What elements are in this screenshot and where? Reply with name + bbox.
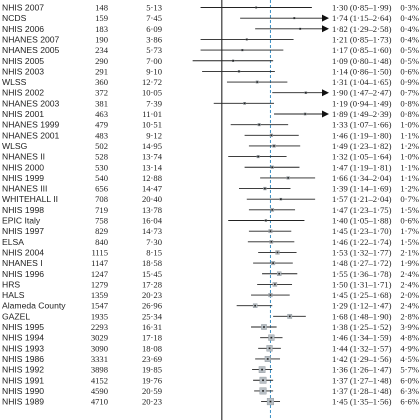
weight-value: 1·1% [400,172,419,183]
deaths-value: 291 [95,66,108,77]
study-row [2,194,419,204]
deaths-value: 3898 [90,364,108,375]
ratio-value: 25·34 [141,311,162,322]
study-row [2,216,419,226]
study-row [2,397,419,407]
ratio-value: 16·31 [141,322,162,332]
weight-value: 0·6% [400,215,419,226]
weight-value: 0·7% [400,87,419,98]
study-label: NHIS 2004 [2,247,45,258]
ratio-value: 26·96 [141,300,162,311]
ratio-value: 14·73 [141,226,162,237]
ratio-value: 9·12 [146,130,162,141]
weight-value: 0·6% [400,66,419,77]
study-row [2,301,419,311]
weight-value: 2·4% [400,268,419,279]
study-label: NHIS 1991 [2,375,45,386]
weight-value: 1·9% [400,258,419,269]
study-row [2,375,419,385]
weight-value: 4·9% [400,343,419,354]
ci-arrow [322,25,329,32]
deaths-value: 840 [95,236,108,247]
deaths-value: 4590 [90,385,108,396]
deaths-value: 758 [95,215,108,226]
deaths-value: 540 [95,172,108,183]
weight-value: 1·1% [400,130,419,141]
ratio-value: 8·15 [146,247,162,258]
effect-ci-value: 1·49 (1·23–1·82) [332,140,392,151]
study-label: ELSA [2,236,24,247]
weight-value: 1·1% [400,162,419,173]
effect-ci-value: 1·74 (1·15–2·64) [332,13,392,24]
study-label: NHANES 2003 [2,98,60,109]
study-label: NHIS 2000 [2,162,45,173]
study-label: NHIS 2005 [2,55,45,66]
deaths-value: 656 [95,183,108,194]
effect-ci-value: 1·45 (1·35–1·56) [332,396,392,407]
ratio-value: 15·45 [141,268,162,279]
ratio-value: 18·08 [141,343,162,354]
effect-ci-value: 1·31 (1·04–1·65) [332,77,392,88]
ratio-value: 13·78 [141,204,162,215]
deaths-value: 372 [95,87,108,98]
weight-value: 2·0% [400,290,419,301]
study-row [2,98,419,108]
ratio-value: 10·51 [141,119,162,130]
weight-value: 0·3% [400,2,419,13]
effect-ci-value: 1·40 (1·05–1·88) [332,215,392,226]
effect-ci-value: 1·66 (1·34–2·04) [332,172,392,183]
deaths-value: 148 [95,2,108,13]
study-label: NHIS 1998 [2,204,45,215]
study-label: NHIS 1992 [2,364,45,375]
deaths-value: 1115 [91,247,108,258]
ratio-value: 7·30 [146,236,162,247]
ratio-value: 18·58 [141,258,162,269]
study-row [2,333,419,343]
deaths-value: 1359 [90,290,108,301]
deaths-value: 1247 [90,268,108,279]
deaths-value: 381 [95,98,108,109]
weight-value: 6·6% [400,396,419,407]
study-row [2,45,419,55]
ratio-value: 23·69 [141,353,162,364]
weight-value: 1·5% [400,236,419,247]
effect-ci-value: 1·45 (1·25–1·68) [332,290,392,301]
study-label: NHANES III [2,183,48,194]
study-row [2,311,419,321]
deaths-value: 190 [95,34,108,45]
study-row [2,322,419,332]
deaths-value: 290 [95,55,108,66]
deaths-value: 708 [95,194,108,205]
study-row [2,24,419,34]
study-label: NHIS 2001 [2,109,45,119]
ratio-value: 7·45 [146,13,162,24]
effect-ci-value: 1·48 (1·27–1·72) [332,258,392,269]
study-row [2,290,419,300]
study-row [2,173,419,183]
weight-value: 2·1% [400,247,419,258]
ratio-value: 12·88 [141,172,162,183]
study-label: HRS [2,279,21,290]
weight-value: 1·7% [400,226,419,237]
study-label: HALS [2,290,25,301]
ratio-value: 11·01 [142,109,162,119]
study-row [2,66,419,76]
study-label: EPIC Italy [2,215,41,226]
effect-ci-value: 1·55 (1·36–1·78) [332,268,392,279]
ratio-value: 7·39 [146,98,162,109]
study-row [2,343,419,353]
study-label: NHIS 1989 [2,396,45,407]
study-row [2,56,419,66]
study-row [2,237,419,247]
deaths-value: 4152 [90,375,108,386]
study-row [2,258,419,268]
deaths-value: 1147 [91,258,108,269]
weight-value: 3·9% [400,322,419,332]
effect-ci-value: 1·46 (1·19–1·80) [332,130,392,141]
deaths-value: 3090 [90,343,108,354]
weight-value: 4·5% [400,353,419,364]
weight-value: 4·8% [400,332,419,343]
effect-ci-value: 1·82 (1·29–2·58) [332,23,392,34]
ci-arrow [322,89,329,96]
study-label: NHIS 1997 [2,226,45,237]
deaths-value: 528 [95,151,108,162]
study-label: NHIS 2006 [2,23,45,34]
ratio-value: 20·40 [141,194,162,205]
study-row [2,279,419,289]
ratio-value: 14·47 [141,183,162,194]
ratio-value: 3·86 [146,34,162,45]
effect-ci-value: 1·46 (1·34–1·59) [332,332,392,343]
effect-ci-value: 1·37 (1·28–1·48) [332,385,392,396]
effect-ci-value: 1·39 (1·14–1·69) [332,183,392,194]
weight-value: 0·5% [400,55,419,66]
effect-ci-value: 1·36 (1·26–1·47) [332,364,392,375]
ratio-value: 20·23 [141,396,162,407]
weight-value: 2·4% [400,279,419,290]
forest-rows [2,3,419,407]
study-label: NHIS 1999 [2,172,45,183]
effect-ci-value: 1·47 (1·19–1·81) [332,162,392,173]
weight-value: 0·4% [400,23,419,34]
weight-value: 0·5% [400,45,419,56]
deaths-value: 2293 [90,322,108,332]
effect-ci-value: 1·53 (1·32–1·77) [332,247,392,258]
effect-ci-value: 1·30 (0·85–1·99) [332,2,392,13]
deaths-value: 1935 [90,311,108,322]
weight-value: 0·8% [400,98,419,109]
weight-value: 2·4% [400,300,419,311]
study-label: WHITEHALL II [2,194,59,205]
study-label: NHIS 1995 [2,322,45,332]
study-row [2,109,419,119]
weight-value: 0·8% [400,109,419,119]
study-label: WLSS [2,77,27,88]
ratio-value: 10·05 [141,87,162,98]
deaths-value: 479 [95,119,108,130]
study-label: NHANES 2001 [2,130,60,141]
weight-value: 1·0% [400,151,419,162]
study-row [2,365,419,375]
weight-value: 2·8% [400,311,419,322]
weight-value: 1·5% [400,204,419,215]
ratio-value: 9·10 [146,66,162,77]
ratio-value: 7·00 [146,55,162,66]
study-label: NHANES 1999 [2,119,60,130]
effect-ci-value: 1·37 (1·27–1·48) [332,375,392,386]
deaths-value: 360 [95,77,108,88]
effect-ci-value: 1·17 (0·85–1·60) [332,45,392,56]
effect-ci-value: 1·14 (0·86–1·50) [332,66,392,77]
study-label: NHIS 2003 [2,66,45,77]
study-label: NHANES I [2,258,43,269]
effect-ci-value: 1·90 (1·47–2·47) [332,87,392,98]
effect-ci-value: 1·45 (1·23–1·70) [332,226,392,237]
effect-ci-value: 1·44 (1·32–1·57) [332,343,392,354]
effect-ci-value: 1·32 (1·05–1·64) [332,151,392,162]
ratio-value: 13·14 [141,162,162,173]
study-label: NHIS 1993 [2,343,45,354]
effect-ci-value: 1·19 (0·94–1·49) [332,98,392,109]
effect-ci-value: 1·29 (1·12–1·47) [332,300,392,311]
weight-value: 6·3% [400,385,419,396]
ratio-value: 20·23 [141,290,162,301]
ratio-value: 12·72 [141,77,162,88]
study-label: WLSG [2,140,28,151]
weight-value: 0·7% [400,194,419,205]
study-label: NHIS 2002 [2,87,45,98]
weight-value: 0·4% [400,34,419,45]
effect-ci-value: 1·47 (1·23–1·75) [332,204,392,215]
study-label: NHANES II [2,151,45,162]
deaths-value: 159 [95,13,108,24]
study-row [2,162,419,172]
ratio-value: 5·73 [146,45,162,56]
study-row [2,3,419,13]
deaths-value: 1547 [90,300,108,311]
ratio-value: 14·95 [141,140,162,151]
study-row [2,77,419,87]
study-label: NHIS 1994 [2,332,45,343]
effect-ci-value: 1·38 (1·25–1·52) [332,322,392,332]
effect-ci-value: 1·21 (0·85–1·73) [332,34,392,45]
study-row [2,247,419,257]
effect-ci-value: 1·89 (1·49–2·39) [332,109,392,119]
study-row [2,13,419,23]
study-row [2,226,419,236]
deaths-value: 3331 [90,353,108,364]
ci-arrow [322,15,329,22]
study-row [2,141,419,151]
effect-ci-value: 1·46 (1·22–1·74) [332,236,392,247]
ci-arrow [322,111,329,118]
ratio-value: 19·85 [141,364,162,375]
ratio-value: 6·09 [146,23,162,34]
study-row [2,354,419,364]
deaths-value: 463 [95,109,108,119]
deaths-value: 829 [95,226,108,237]
deaths-value: 234 [95,45,108,56]
effect-ci-value: 1·50 (1·31–1·71) [332,279,392,290]
study-row [2,205,419,215]
weight-value: 1·2% [400,140,419,151]
deaths-value: 530 [95,162,108,173]
study-row [2,34,419,44]
study-row [2,130,419,140]
ratio-value: 13·74 [141,151,162,162]
study-label: NHIS 1986 [2,353,45,364]
weight-value: 5·7% [400,364,419,375]
deaths-value: 483 [95,130,108,141]
study-label: NHIS 1996 [2,268,45,279]
study-label: NHIS 1990 [2,385,45,396]
study-label: NHANES 2007 [2,34,60,45]
study-label: NCDS [2,13,27,24]
study-row [2,386,419,396]
deaths-value: 3029 [90,332,108,343]
study-row [2,88,419,98]
deaths-value: 719 [95,204,108,215]
study-label: NHANES 2005 [2,45,60,56]
deaths-value: 1279 [90,279,108,290]
study-label: Alameda County [2,300,66,311]
ratio-value: 17·18 [141,332,162,343]
weight-value: 6·0% [400,375,419,386]
ratio-value: 17·28 [141,279,162,290]
deaths-value: 502 [95,140,108,151]
weight-value: 0·9% [400,77,419,88]
effect-ci-value: 1·33 (1·07–1·66) [332,119,392,130]
study-label: GAZEL [2,311,31,322]
ratio-value: 16·04 [141,215,162,226]
effect-ci-value: 1·68 (1·48–1·90) [332,311,392,322]
study-row [2,269,419,279]
study-row [2,152,419,162]
ratio-value: 5·13 [146,2,162,13]
deaths-value: 4710 [90,396,108,407]
study-label: NHIS 2007 [2,2,45,13]
effect-ci-value: 1·42 (1·29–1·56) [332,353,392,364]
ratio-value: 20·59 [141,385,162,396]
study-row [2,184,419,194]
study-row [2,120,419,130]
deaths-value: 183 [95,23,108,34]
ratio-value: 19·76 [141,375,162,386]
effect-ci-value: 1·09 (0·80–1·48) [332,55,392,66]
effect-ci-value: 1·57 (1·21–2·04) [332,194,392,205]
weight-value: 0·4% [400,13,419,24]
weight-value: 1·2% [400,183,419,194]
weight-value: 1·0% [400,119,419,130]
